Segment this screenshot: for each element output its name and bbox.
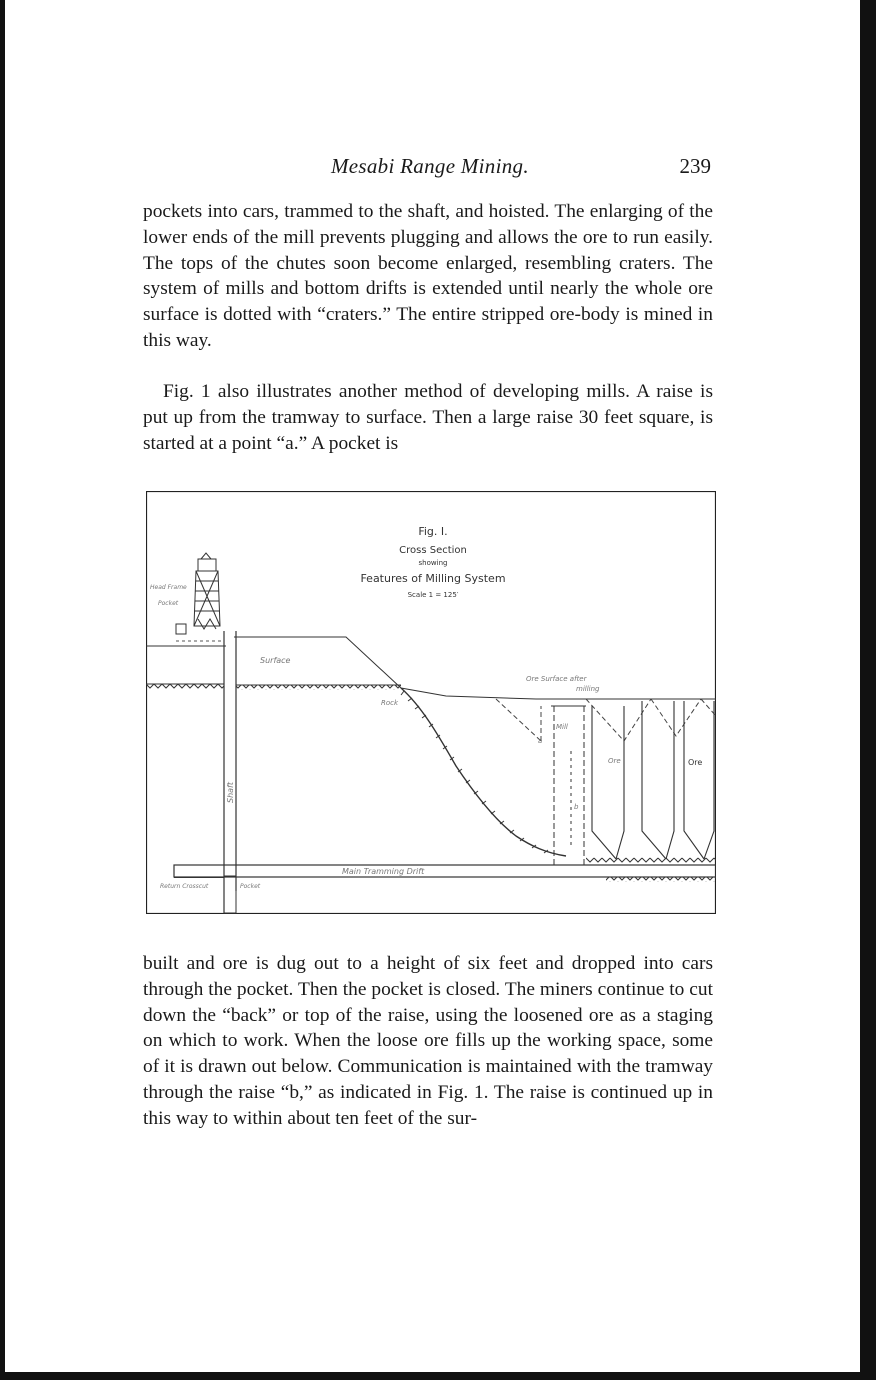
label-return-crosscut: Return Crosscut — [160, 883, 209, 890]
drift-bottom-hatch — [606, 877, 716, 882]
figure-title-3: showing — [418, 559, 448, 567]
figure-title-4: Features of Milling System — [360, 572, 506, 585]
scan-edge-left — [0, 0, 5, 1380]
cross-section-diagram — [146, 491, 716, 914]
crater-cones — [496, 699, 716, 741]
label-pocket: Pocket — [158, 600, 179, 607]
figure-title-2: Cross Section — [399, 545, 467, 556]
ground-surface-line — [146, 637, 716, 699]
label-ore-surface: Ore Surface after — [526, 675, 587, 683]
label-surface: Surface — [260, 656, 291, 665]
label-a: a — [538, 737, 543, 745]
rock-hatch-mid — [236, 685, 401, 690]
shaft-sump — [224, 876, 236, 913]
label-sump: Pocket — [240, 883, 261, 890]
mill-chutes — [592, 701, 714, 859]
page-header — [143, 154, 713, 184]
paragraph-3: built and ore is dug out to a height of six feet and dropped into cars through the pocket. Then the pocket is closed. The miners continue to cut down the “back” or top of the raise, using the loosened ore as a staging on which to work. When the loose ore fills up the working space, some of it is drawn out below. Communication is maintained with the tramway through the raise “b,” as indicated in Fig. 1. The raise is continued up in this way to within about ten feet of the sur- — [143, 953, 713, 1129]
label-ore-center: Ore — [608, 757, 621, 765]
label-mill: Mill — [556, 723, 568, 731]
label-rock: Rock — [381, 699, 399, 707]
label-main-tramming: Main Tramming Drift — [342, 867, 425, 876]
return-crosscut — [174, 877, 224, 878]
paragraph-2: Fig. 1 also illustrates another method of developing mills. A raise is put up from the tramway to surface. Then a large raise 30 feet square, is started at a point “a.” A pocket is — [143, 381, 713, 454]
page-number: 239 — [679, 154, 711, 178]
label-b: b — [574, 803, 579, 811]
label-ore-right: Ore — [688, 758, 703, 767]
head-frame — [194, 553, 220, 629]
label-ore-surface-2: milling — [576, 685, 600, 693]
chute-bottom-hatch — [586, 857, 716, 863]
figure-title-1: Fig. I. — [418, 525, 448, 538]
head-frame-pocket-box — [176, 624, 186, 634]
main-tramming-drift — [174, 865, 716, 877]
figure-title-5: Scale 1 = 125′ — [407, 591, 459, 599]
running-title: Mesabi Range Mining. — [331, 154, 529, 178]
ore-rock-contact-hatch — [401, 691, 548, 853]
label-shaft: Shaft — [226, 781, 235, 803]
paragraph-1: pockets into cars, trammed to the shaft, and hoisted. The enlarging of the lower ends of the mill prevents plugging and allows the ore to run easily. The tops of the chutes soon become enlarged, resembling craters. The system of mills and bottom drifts is extended until nearly the whole ore surface is dotted with “craters.” The entire stripped ore-body is mined in this way. — [143, 201, 713, 351]
scan-edge-right — [860, 0, 876, 1380]
label-head-frame: Head Frame — [150, 584, 187, 591]
scan-edge-bottom — [0, 1372, 876, 1380]
rock-hatch-left — [146, 684, 224, 689]
figure-1-cross-section — [146, 491, 716, 914]
